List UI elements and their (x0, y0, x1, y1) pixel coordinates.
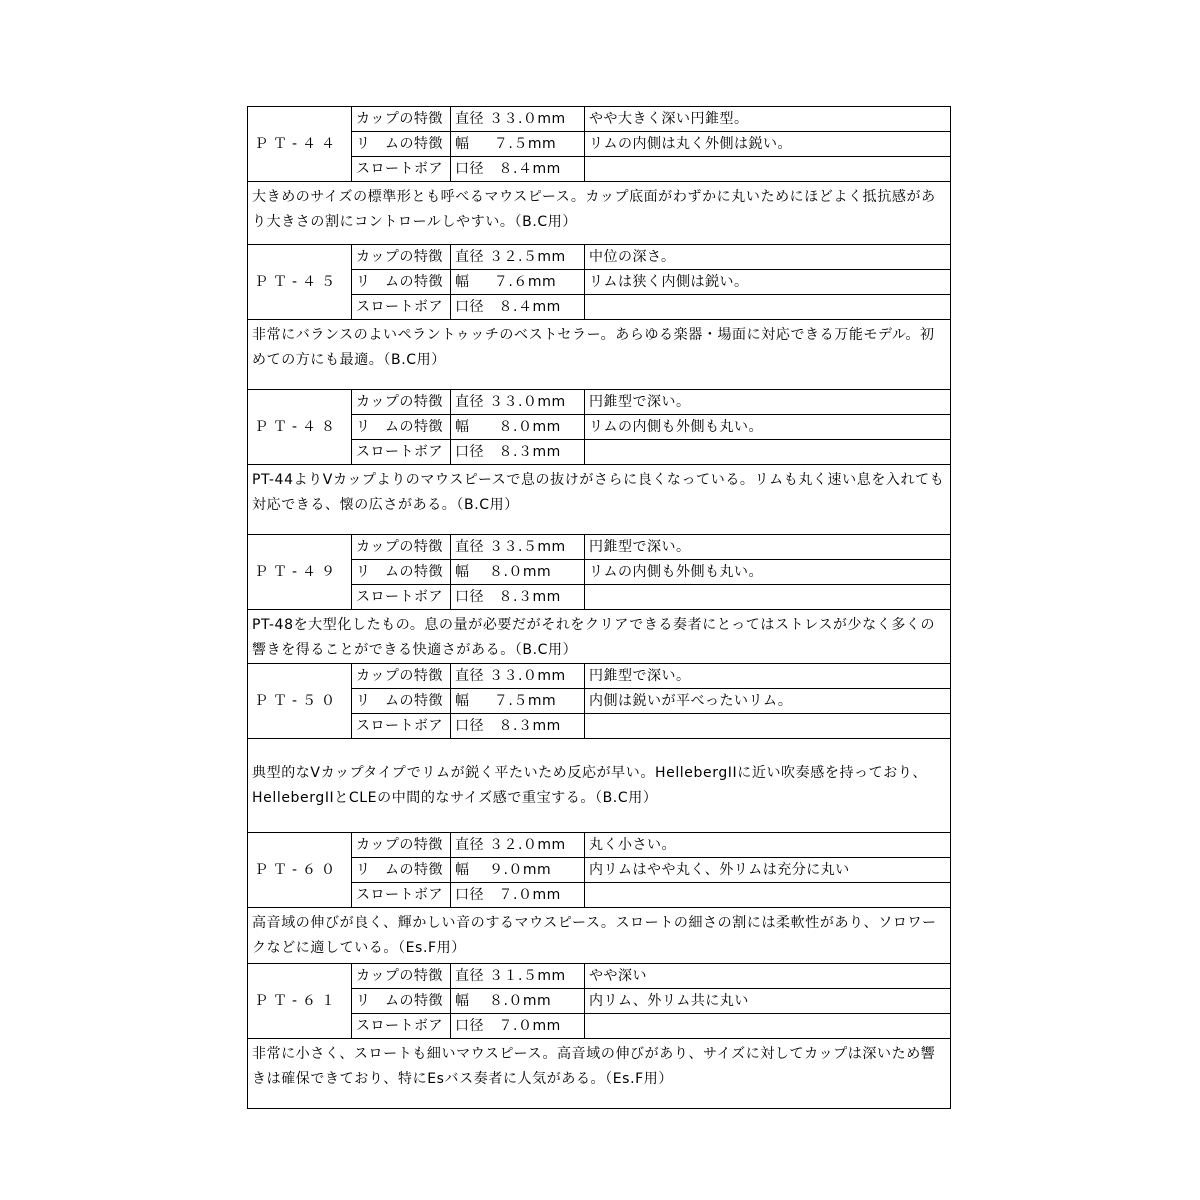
spec-row-cup (248, 664, 951, 689)
rim-label: リ ムの特徴 (352, 270, 451, 295)
throat-note (585, 585, 951, 610)
cup-spec: 直径 ３３.０mm (451, 107, 585, 132)
model-description: PT-44よりVカップよりのマウスピースで息の抜けがさらに良くなっている。リムも丸く速い息を入れても対応できる、懐の広さがある。（B.C用） (248, 465, 951, 535)
mouthpiece-spec-sheet (247, 106, 950, 1109)
spec-row-throat (248, 440, 951, 465)
spec-row-throat (248, 883, 951, 908)
throat-label: スロートボア (352, 1014, 451, 1039)
cup-spec: 直径 ３３.０mm (451, 390, 585, 415)
spec-row-cup (248, 964, 951, 989)
cup-note: 丸く小さい。 (585, 833, 951, 858)
spec-row-throat (248, 714, 951, 739)
throat-spec: 口径 ８.３mm (451, 585, 585, 610)
cup-spec: 直径 ３２.５mm (451, 245, 585, 270)
spec-row-cup (248, 833, 951, 858)
rim-note: 内リムはやや丸く、外リムは充分に丸い (585, 858, 951, 883)
spec-row-throat (248, 1014, 951, 1039)
description-row (248, 182, 951, 245)
cup-label: カップの特徴 (352, 833, 451, 858)
rim-label: リ ムの特徴 (352, 689, 451, 714)
rim-note: リムの内側は丸く外側は鋭い。 (585, 132, 951, 157)
rim-note: リムは狭く内側は鋭い。 (585, 270, 951, 295)
description-row (248, 465, 951, 535)
throat-note (585, 883, 951, 908)
spec-row-rim (248, 689, 951, 714)
rim-note: リムの内側も外側も丸い。 (585, 560, 951, 585)
rim-note: 内側は鋭いが平べったいリム。 (585, 689, 951, 714)
throat-note (585, 157, 951, 182)
model-name: ＰＴ-４４ (248, 107, 352, 182)
cup-label: カップの特徴 (352, 964, 451, 989)
cup-label: カップの特徴 (352, 535, 451, 560)
throat-spec: 口径 ７.０mm (451, 1014, 585, 1039)
description-row (248, 320, 951, 390)
spec-row-rim (248, 415, 951, 440)
cup-spec: 直径 ３３.５mm (451, 535, 585, 560)
throat-spec: 口径 ８.３mm (451, 440, 585, 465)
cup-spec: 直径 ３３.０mm (451, 664, 585, 689)
cup-label: カップの特徴 (352, 390, 451, 415)
rim-spec: 幅 ８.０mm (451, 560, 585, 585)
throat-spec: 口径 ７.０mm (451, 883, 585, 908)
throat-note (585, 714, 951, 739)
cup-note: 中位の深さ。 (585, 245, 951, 270)
model-description: 典型的なVカップタイプでリムが鋭く平たいため反応が早い。HellebergIIに近い吹奏感を持っており、HellebergIIとCLEの中間的なサイズ感で重宝する。（B.C用） (248, 739, 951, 833)
cup-spec: 直径 ３１.５mm (451, 964, 585, 989)
throat-note (585, 1014, 951, 1039)
cup-label: カップの特徴 (352, 664, 451, 689)
cup-note: 円錐型で深い。 (585, 664, 951, 689)
rim-spec: 幅 ７.５mm (451, 132, 585, 157)
model-name: ＰＴ-５０ (248, 664, 352, 739)
throat-label: スロートボア (352, 295, 451, 320)
rim-spec: 幅 ８.０mm (451, 415, 585, 440)
rim-label: リ ムの特徴 (352, 989, 451, 1014)
spec-row-rim (248, 132, 951, 157)
throat-label: スロートボア (352, 714, 451, 739)
description-row (248, 739, 951, 833)
model-name: ＰＴ-４９ (248, 535, 352, 610)
model-description: 非常にバランスのよいペラントゥッチのベストセラー。あらゆる楽器・場面に対応できる万能モデル。初めての方にも最適。（B.C用） (248, 320, 951, 390)
cup-label: カップの特徴 (352, 107, 451, 132)
spec-row-cup (248, 390, 951, 415)
spec-table-body (248, 107, 951, 1109)
cup-note: 円錐型で深い。 (585, 535, 951, 560)
throat-label: スロートボア (352, 883, 451, 908)
throat-label: スロートボア (352, 157, 451, 182)
throat-label: スロートボア (352, 440, 451, 465)
spec-row-rim (248, 858, 951, 883)
cup-note: 円錐型で深い。 (585, 390, 951, 415)
rim-spec: 幅 ７.６mm (451, 270, 585, 295)
cup-spec: 直径 ３２.０mm (451, 833, 585, 858)
rim-spec: 幅 ８.０mm (451, 989, 585, 1014)
rim-spec: 幅 ９.０mm (451, 858, 585, 883)
throat-note (585, 295, 951, 320)
cup-label: カップの特徴 (352, 245, 451, 270)
spec-row-throat (248, 295, 951, 320)
rim-label: リ ムの特徴 (352, 858, 451, 883)
spec-row-cup (248, 535, 951, 560)
description-row (248, 908, 951, 964)
rim-label: リ ムの特徴 (352, 560, 451, 585)
description-row (248, 610, 951, 664)
throat-spec: 口径 ８.４mm (451, 157, 585, 182)
spec-table (247, 106, 951, 1109)
model-name: ＰＴ-６１ (248, 964, 352, 1039)
cup-note: やや大きく深い円錐型。 (585, 107, 951, 132)
model-description: 非常に小さく、スロートも細いマウスピース。高音域の伸びがあり、サイズに対してカップは深いため響きは確保できており、特にEsバス奏者に人気がある。（Es.F用） (248, 1039, 951, 1109)
rim-label: リ ムの特徴 (352, 132, 451, 157)
model-name: ＰＴ-４５ (248, 245, 352, 320)
description-row (248, 1039, 951, 1109)
cup-note: やや深い (585, 964, 951, 989)
model-name: ＰＴ-４８ (248, 390, 352, 465)
model-name: ＰＴ-６０ (248, 833, 352, 908)
rim-label: リ ムの特徴 (352, 415, 451, 440)
rim-note: リムの内側も外側も丸い。 (585, 415, 951, 440)
spec-row-throat (248, 157, 951, 182)
throat-label: スロートボア (352, 585, 451, 610)
model-description: 大きめのサイズの標準形とも呼べるマウスピース。カップ底面がわずかに丸いためにほどよく抵抗感があり大きさの割にコントロールしやすい。（B.C用） (248, 182, 951, 245)
throat-spec: 口径 ８.４mm (451, 295, 585, 320)
spec-row-rim (248, 270, 951, 295)
spec-row-rim (248, 989, 951, 1014)
spec-row-cup (248, 107, 951, 132)
model-description: 高音域の伸びが良く、輝かしい音のするマウスピース。スロートの細さの割には柔軟性があり、ソロワークなどに適している。（Es.F用） (248, 908, 951, 964)
model-description: PT-48を大型化したもの。息の量が必要だがそれをクリアできる奏者にとってはストレスが少なく多くの響きを得ることができる快適さがある。（B.C用） (248, 610, 951, 664)
rim-note: 内リム、外リム共に丸い (585, 989, 951, 1014)
throat-note (585, 440, 951, 465)
spec-row-rim (248, 560, 951, 585)
throat-spec: 口径 ８.３mm (451, 714, 585, 739)
spec-row-throat (248, 585, 951, 610)
rim-spec: 幅 ７.５mm (451, 689, 585, 714)
spec-row-cup (248, 245, 951, 270)
